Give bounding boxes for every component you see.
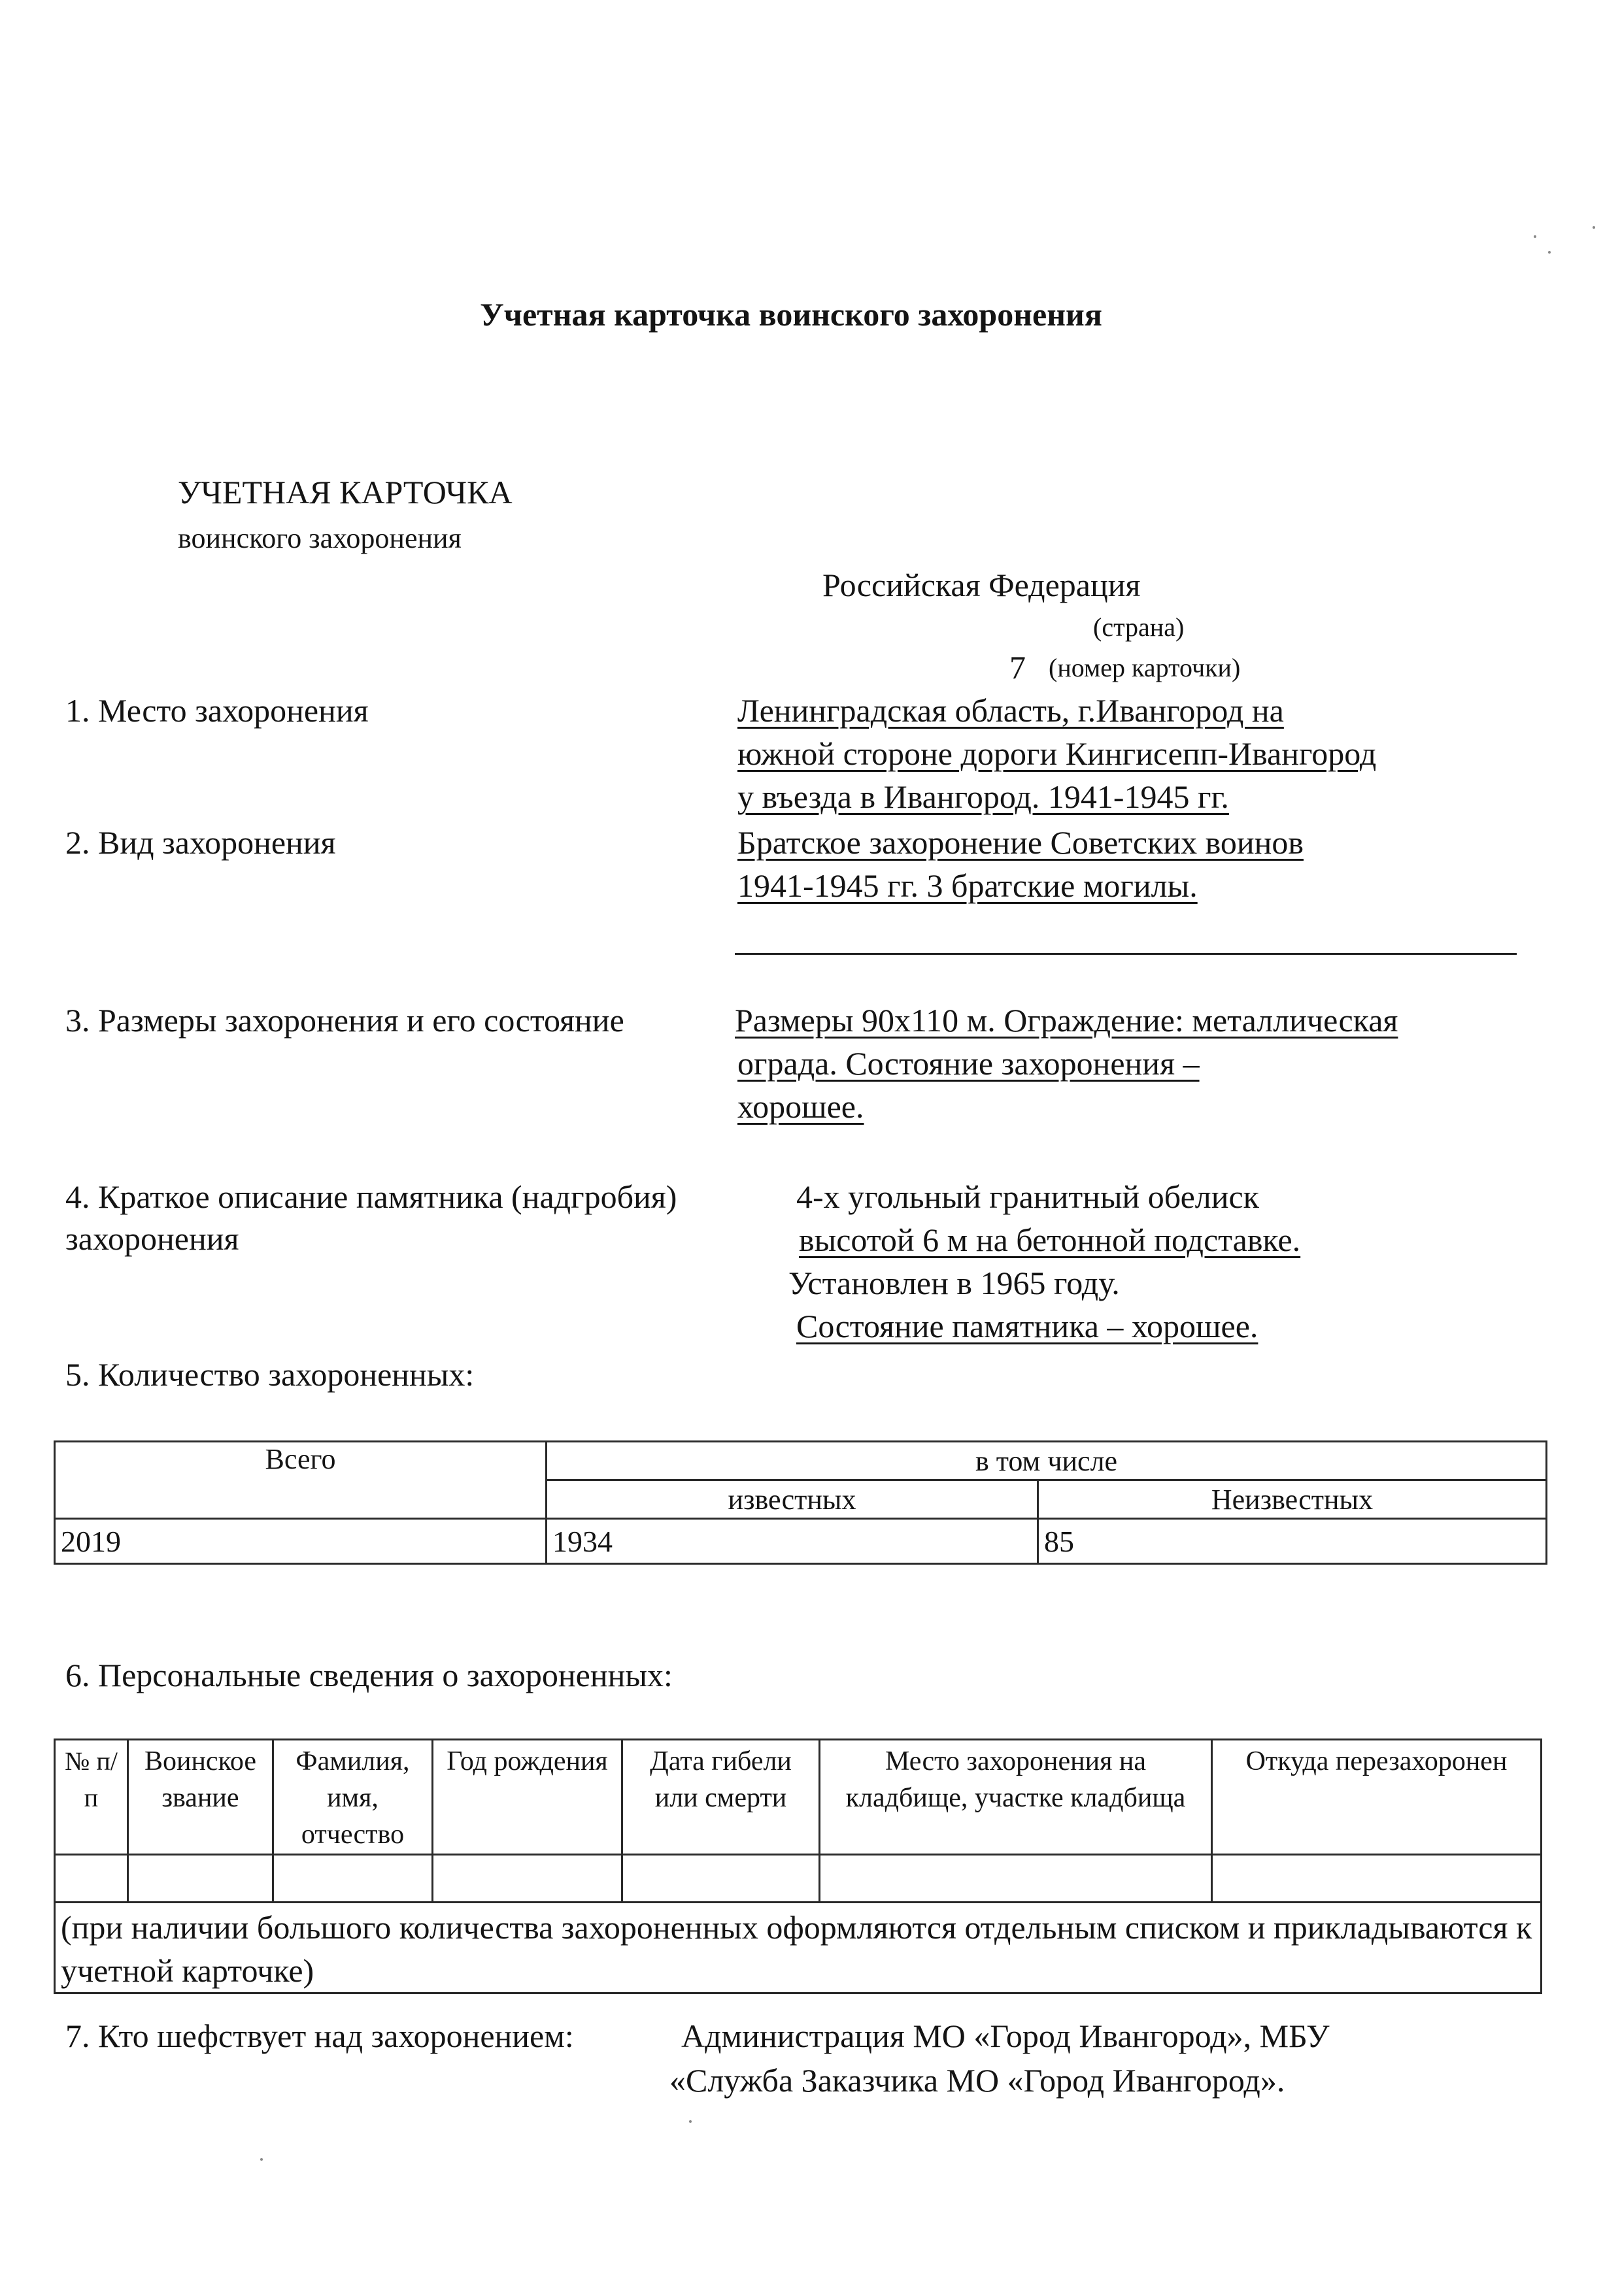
empty-cell	[273, 1855, 433, 1903]
header-including: в том числе	[547, 1442, 1547, 1480]
count-label: 5. Количество захороненных:	[65, 1356, 475, 1393]
country-caption: (страна)	[1093, 612, 1185, 642]
header-total: Всего	[55, 1442, 547, 1519]
monument-label-cont: захоронения	[65, 1220, 239, 1257]
personal-label: 6. Персональные сведения о захороненных:	[65, 1657, 673, 1693]
card-number-caption: (номер карточки)	[1049, 653, 1241, 682]
place-label: 1. Место захоронения	[65, 692, 369, 729]
country-value: Российская Федерация	[822, 567, 1141, 603]
blank-fill-line	[735, 953, 1517, 955]
size-value-line: хорошее.	[737, 1088, 864, 1125]
type-value-line: Братское захоронение Советских воинов	[737, 824, 1304, 861]
scan-speck	[1548, 251, 1551, 254]
empty-cell	[622, 1855, 820, 1903]
card-heading: УЧЕТНАЯ КАРТОЧКА	[178, 474, 513, 510]
monument-value-line: Состояние памятника – хорошее.	[796, 1308, 1258, 1344]
size-value-line: Размеры 90х110 м. Ограждение: металлическая	[735, 1002, 1398, 1039]
empty-cell	[820, 1855, 1212, 1903]
size-value-line: ограда. Состояние захоронения –	[737, 1045, 1200, 1082]
column-header: Воинское звание	[128, 1740, 273, 1855]
empty-cell	[433, 1855, 622, 1903]
place-value-line: южной стороне дороги Кингисепп-Ивангород	[737, 735, 1377, 772]
total-value: 2019	[55, 1519, 547, 1564]
size-label: 3. Размеры захоронения и его состояние	[65, 1002, 624, 1039]
column-header: № п/п	[55, 1740, 128, 1855]
empty-cell	[128, 1855, 273, 1903]
unknown-value: 85	[1038, 1519, 1547, 1564]
card-subheading: воинского захоронения	[178, 522, 462, 554]
known-value: 1934	[547, 1519, 1038, 1564]
empty-cell	[1212, 1855, 1542, 1903]
empty-cell	[55, 1855, 128, 1903]
scan-speck	[1593, 226, 1595, 229]
place-value-line: у въезда в Ивангород. 1941-1945 гг.	[737, 778, 1229, 815]
type-value-line: 1941-1945 гг. 3 братские могилы.	[737, 867, 1198, 904]
personal-table	[54, 1739, 1542, 1994]
table-note: (при наличии большого количества захороненных оформляются отдельным списком и прикладываются к учетной карточке)	[55, 1903, 1542, 1993]
column-header: Год рождения	[433, 1740, 622, 1855]
patron-label: 7. Кто шефствует над захоронением:	[65, 2018, 574, 2054]
monument-value-line: высотой 6 м на бетонной подставке.	[799, 1222, 1301, 1258]
patron-value-line: «Служба Заказчика МО «Город Ивангород».	[669, 2062, 1285, 2099]
monument-value-line: Установлен в 1965 году.	[788, 1265, 1120, 1301]
scan-speck	[260, 2158, 263, 2161]
count-table	[54, 1440, 1547, 1565]
column-header: Фамилия, имя, отчество	[273, 1740, 433, 1855]
monument-value-line: 4-х угольный гранитный обелиск	[796, 1178, 1259, 1215]
scan-speck	[1534, 235, 1536, 238]
column-header: Дата гибели или смерти	[622, 1740, 820, 1855]
header-unknown: Неизвестных	[1038, 1480, 1547, 1519]
header-known: известных	[547, 1480, 1038, 1519]
scan-speck	[689, 2120, 692, 2123]
place-value-line: Ленинградская область, г.Ивангород на	[737, 692, 1284, 729]
column-header: Откуда перезахоронен	[1212, 1740, 1542, 1855]
type-label: 2. Вид захоронения	[65, 824, 336, 861]
card-number-value: 7	[1009, 649, 1026, 686]
column-header: Место захоронения на кладбище, участке кладбища	[820, 1740, 1212, 1855]
document-title: Учетная карточка воинского захоронения	[480, 296, 1102, 333]
patron-value-line: Администрация МО «Город Ивангород», МБУ	[681, 2018, 1330, 2054]
monument-label: 4. Краткое описание памятника (надгробия)	[65, 1178, 677, 1215]
